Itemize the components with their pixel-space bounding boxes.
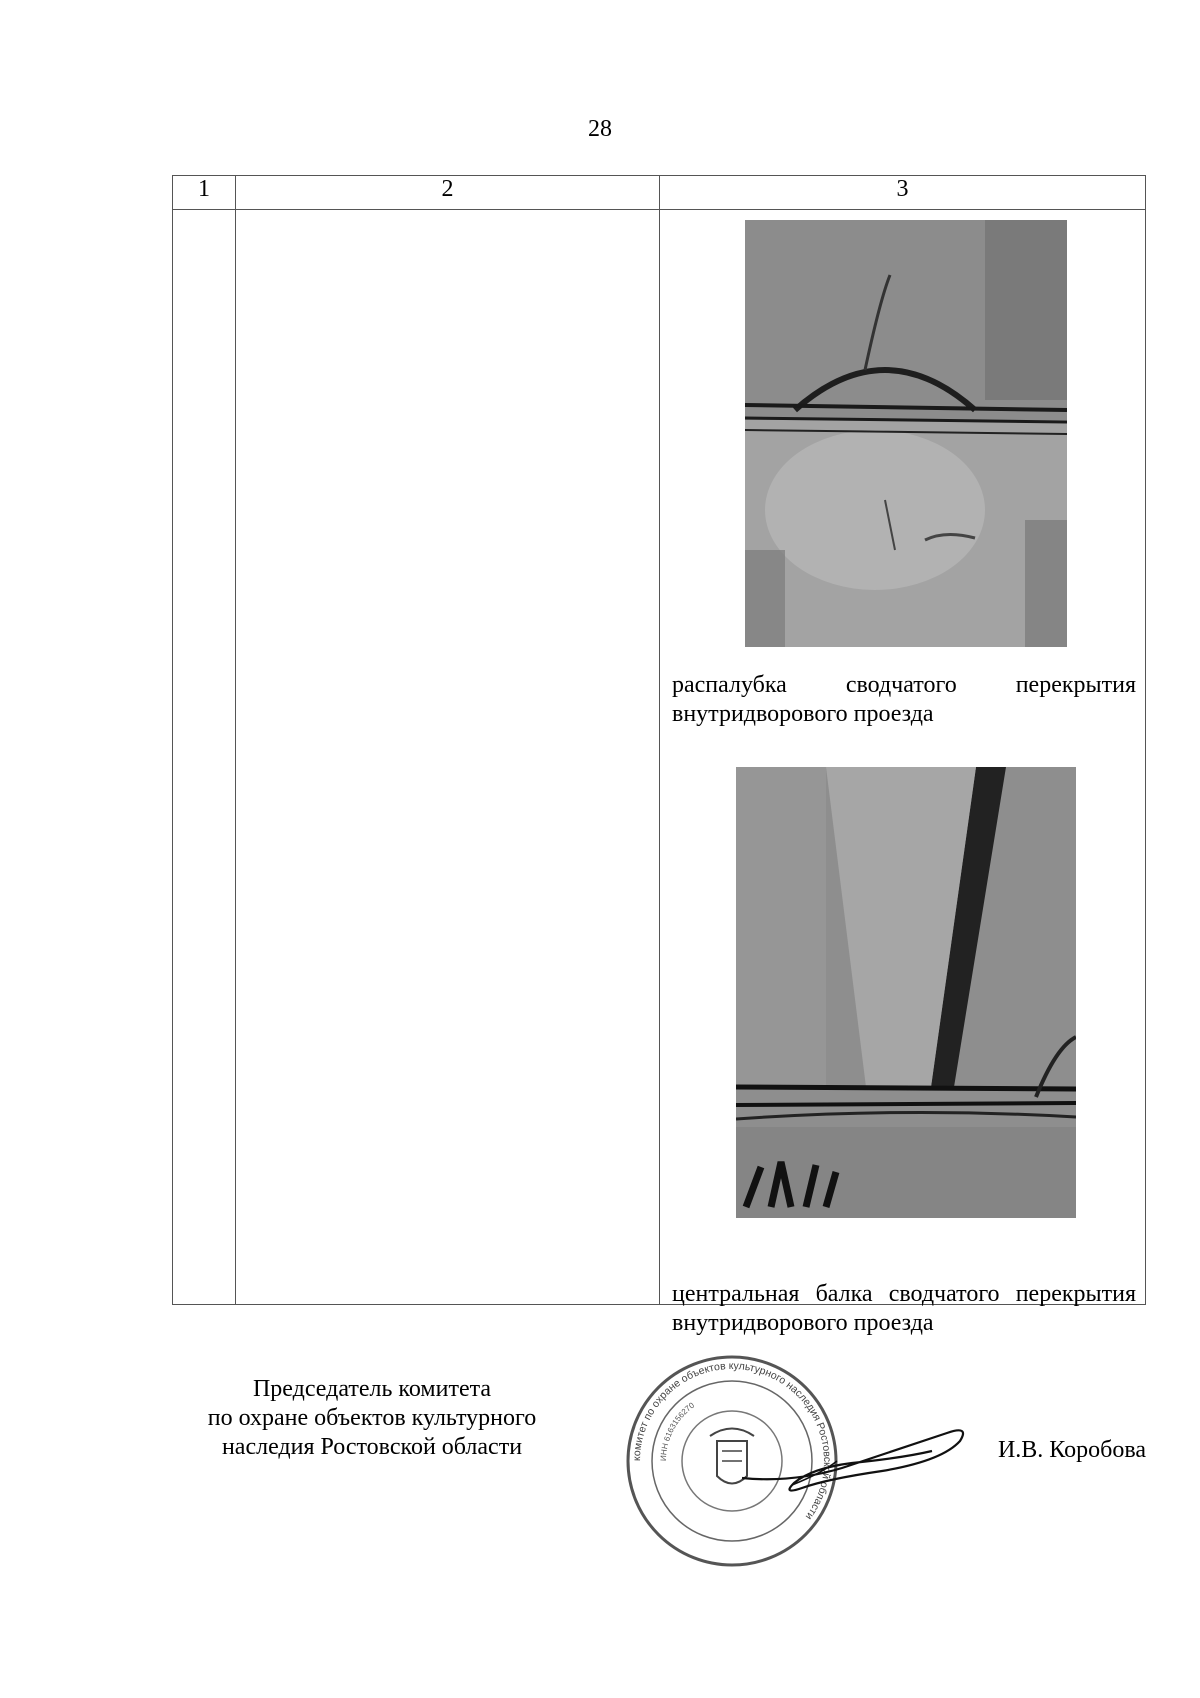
signer-position-line: Председатель комитета [252,1376,492,1402]
central-beam-photo [736,767,1076,1218]
seal-inner-text: ИНН 6163156270 [658,1400,696,1462]
column-header-2: 2 [235,176,659,210]
page-number: 28 [588,116,612,142]
signer-position-line: наследия Ростовской области [221,1434,523,1460]
document-table [172,175,1146,1336]
table-row [173,210,1146,1305]
column-header-1: 1 [173,176,236,210]
column-header-3: 3 [660,176,1146,210]
signer-name: И.В. Коробова [997,1437,1146,1463]
svg-text:ИНН 6163156270 [659,1400,696,1461]
signature-block [172,1359,1146,1595]
handwritten-signature [732,1413,972,1503]
table-cell-2 [235,210,659,1305]
table-cell-3 [660,210,1146,1336]
table-header-row [173,176,1146,210]
signer-position [172,1375,572,1462]
signer-position-line: по охране объектов культурного [207,1405,537,1431]
photo-caption-1: распалубка сводчатого перекрытия внутридворового проезда [672,672,1136,727]
vault-formwork-photo [745,220,1067,647]
seal-outer-text: комитет по охране объектов культурного наследия Ростовской области [630,1359,834,1522]
photo-caption-2: центральная балка сводчатого перекрытия внутридворового проезда [672,1281,1136,1336]
table-cell-1 [173,210,236,1305]
